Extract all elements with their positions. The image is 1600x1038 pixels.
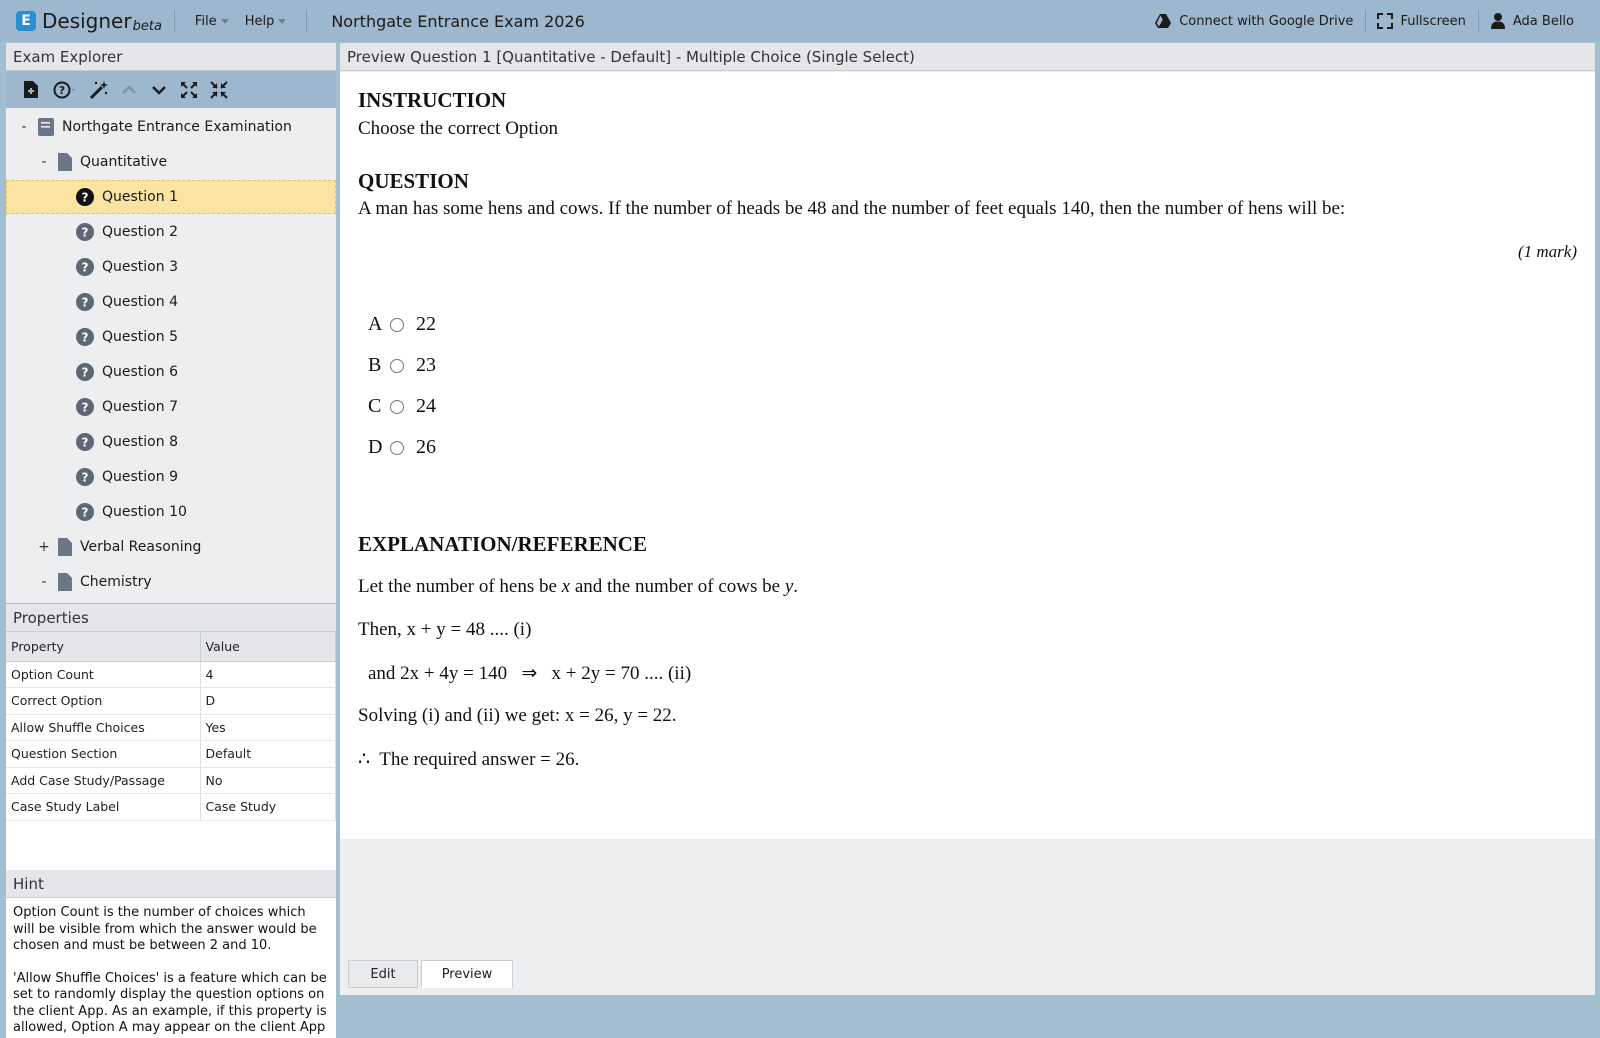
option-c-radio[interactable] [390,400,404,414]
top-bar [0,0,1600,42]
hint-panel [6,870,336,1038]
explanation-line: and 2x + 4y = 140 ⇒ x + 2y = 70 .... (ii) [368,663,692,684]
option-a[interactable] [368,313,436,336]
question-preview [340,72,1595,839]
option-value: 22 [416,313,436,335]
svg-text:?: ? [81,190,89,205]
svg-text:?: ? [81,295,89,310]
tree-item-question[interactable] [6,285,336,319]
explanation-heading: EXPLANATION/REFERENCE [358,532,647,556]
property-name: Option Count [6,661,200,688]
tree-item-label: Chemistry [80,574,152,590]
divider [306,10,307,32]
property-row[interactable] [6,688,336,715]
tree-item-label: Verbal Reasoning [80,539,202,555]
svg-text:?: ? [81,260,89,275]
instruction-text: Choose the correct Option [358,118,558,139]
svg-text:?: ? [81,365,89,380]
tree-item-exam[interactable] [6,110,336,144]
connect-google-drive-button[interactable] [1143,14,1365,29]
help-menu[interactable] [245,14,287,29]
new-file-button[interactable] [16,75,46,105]
option-letter: D [368,436,383,458]
question-heading: QUESTION [358,169,469,193]
question-icon [76,433,94,451]
svg-text:?: ? [81,435,89,450]
option-c[interactable] [368,395,436,418]
option-a-radio[interactable] [390,318,404,332]
tree-item-question[interactable] [6,215,336,249]
instruction-heading: INSTRUCTION [358,88,507,112]
file-menu[interactable] [195,14,229,29]
expand-toggle[interactable]: + [38,539,50,555]
explanation-text: and the number of cows be [574,576,781,597]
explanation-line: Solving (i) and (ii) we get: x = 26, y = 22. [358,705,677,726]
chevron-down-icon [278,19,286,24]
option-value: 24 [416,395,436,417]
tree-item-section[interactable] [6,145,336,179]
property-name: Question Section [6,741,200,768]
question-icon [76,223,94,241]
tab-preview[interactable]: Preview [421,960,513,988]
preview-title: Preview Question 1 [Quantitative - Default] - Multiple Choice (Single Select) [340,43,1595,71]
properties-title: Properties [6,604,336,632]
magic-wand-button[interactable] [84,75,114,105]
user-icon [1491,13,1505,29]
file-menu-label: File [194,13,217,29]
property-row[interactable] [6,794,336,821]
property-row[interactable] [6,661,336,688]
property-row[interactable] [6,714,336,741]
help-dropdown-button[interactable] [46,75,84,105]
collapse-toggle[interactable]: - [21,119,27,135]
tree-item-question[interactable] [6,355,336,389]
hint-paragraph: Option Count is the number of choices which will be visible from which the answer would be chosen and must be between 2 and 10. [13,905,317,953]
document-title: Northgate Entrance Exam 2026 [331,11,585,31]
document-icon [58,538,72,556]
beta-badge: beta [132,18,162,34]
property-name: Case Study Label [6,794,200,821]
expand-all-icon [181,82,197,98]
collapse-toggle[interactable]: - [41,154,47,170]
option-d-radio[interactable] [390,441,404,455]
exam-explorer-title: Exam Explorer [6,43,336,71]
question-icon [76,328,94,346]
option-letter: B [368,354,382,376]
move-down-button[interactable] [144,75,174,105]
help-menu-label: Help [244,13,275,29]
tree-item-label: Question 6 [102,364,178,380]
explanation-line: Then, x + y = 48 .... (i) [358,619,532,640]
tree-item-label: Question 7 [102,399,178,415]
property-column-header: Property [6,632,200,661]
google-drive-icon [1155,14,1171,28]
tree-item-label: Northgate Entrance Examination [62,119,292,135]
collapse-all-icon [210,81,228,99]
question-text: A man has some hens and cows. If the number of heads be 48 and the number of feet equals 140, then the number of hens will be: [358,198,1346,219]
option-value: 26 [416,436,436,458]
tree-item-label: Question 4 [102,294,178,310]
tree-item-label: Question 2 [102,224,178,240]
connect-google-drive-label: Connect with Google Drive [1179,13,1354,29]
tree-item-question[interactable] [6,320,336,354]
hint-text [6,898,336,1035]
tree-item-question[interactable] [6,180,336,214]
hint-title: Hint [6,870,336,898]
variable-y: y [784,576,794,597]
properties-table [6,632,336,821]
property-name: Allow Shuffle Choices [6,714,200,741]
collapse-all-button[interactable] [204,75,234,105]
fullscreen-icon [1378,14,1392,28]
svg-text:?: ? [81,470,89,485]
question-icon [76,258,94,276]
exam-explorer-panel [6,43,336,603]
svg-text:?: ? [81,225,89,240]
question-icon [76,293,94,311]
option-value: 23 [416,354,436,376]
property-name: Add Case Study/Passage [6,767,200,794]
property-value[interactable]: D [200,688,336,715]
property-row[interactable] [6,741,336,768]
mark-label: (1 mark) [1517,242,1577,261]
tree-item-label: Quantitative [80,154,168,170]
tree-item-question[interactable] [6,425,336,459]
property-value[interactable]: Yes [200,714,336,741]
properties-panel [6,604,336,870]
property-value[interactable]: Case Study [200,794,336,821]
move-up-button[interactable] [114,75,144,105]
svg-text:?: ? [81,400,89,415]
document-icon [58,153,72,171]
property-value[interactable]: Default [200,741,336,768]
question-icon [76,188,94,206]
property-row[interactable] [6,767,336,794]
magic-wand-icon [90,81,108,99]
user-name: Ada Bello [1512,13,1574,29]
chevron-up-icon [121,85,137,95]
collapse-toggle[interactable]: - [41,574,47,590]
brand [16,9,162,33]
hint-paragraph: 'Allow Shuffle Choices' is a feature which can be set to randomly display the question options on the client App. As an example, if this property is allowed, Option A may appear on the client App [13,970,327,1035]
value-column-header: Value [200,632,336,661]
question-icon [76,398,94,416]
tree-item-section[interactable] [6,530,336,564]
designer-logo-icon: E [16,11,36,31]
tree-item-question[interactable] [6,250,336,284]
explanation-line: ∴ The required answer = 26. [358,749,580,770]
left-column [6,43,336,1035]
tree-item-label: Question 8 [102,434,178,450]
property-value[interactable]: 4 [200,661,336,688]
fullscreen-button[interactable] [1366,14,1477,29]
preview-panel [340,43,1595,995]
variable-x: x [561,576,571,597]
option-b-radio[interactable] [390,359,404,373]
new-file-icon [24,81,38,98]
view-tabs [348,960,516,988]
explanation-text: . [793,576,799,597]
tree-item-label: Question 9 [102,469,178,485]
fullscreen-label: Fullscreen [1400,13,1466,29]
property-value[interactable]: No [200,767,336,794]
tree-item-label: Question 3 [102,259,178,275]
question-icon [76,468,94,486]
tree-item-question[interactable] [6,390,336,424]
exam-tree [6,108,336,603]
chevron-down-icon [151,85,167,95]
svg-text:?: ? [81,505,89,520]
option-letter: A [368,313,383,335]
explanation-text: Let the number of hens be [358,576,557,597]
tab-edit[interactable]: Edit [348,960,418,988]
expand-all-button[interactable] [174,75,204,105]
tree-item-label: Question 5 [102,329,178,345]
question-icon [76,503,94,521]
tree-item-section[interactable] [6,565,336,599]
app-name: Designer [42,9,132,33]
book-icon [38,118,54,136]
explorer-toolbar [6,71,336,108]
option-letter: C [368,395,382,417]
option-d[interactable] [368,436,436,459]
tree-item-question[interactable] [6,495,336,529]
document-icon [58,573,72,591]
property-name: Correct Option [6,688,200,715]
tree-item-label: Question 10 [102,504,187,520]
explanation-line [358,576,798,598]
chevron-down-icon [221,19,229,24]
question-icon [76,363,94,381]
tree-item-question[interactable] [6,460,336,494]
svg-text:?: ? [81,330,89,345]
user-menu[interactable] [1479,13,1586,29]
tree-item-label: Question 1 [102,189,178,205]
help-icon [53,81,77,99]
option-b[interactable] [368,354,436,377]
svg-text:?: ? [58,83,66,97]
divider [174,10,175,32]
